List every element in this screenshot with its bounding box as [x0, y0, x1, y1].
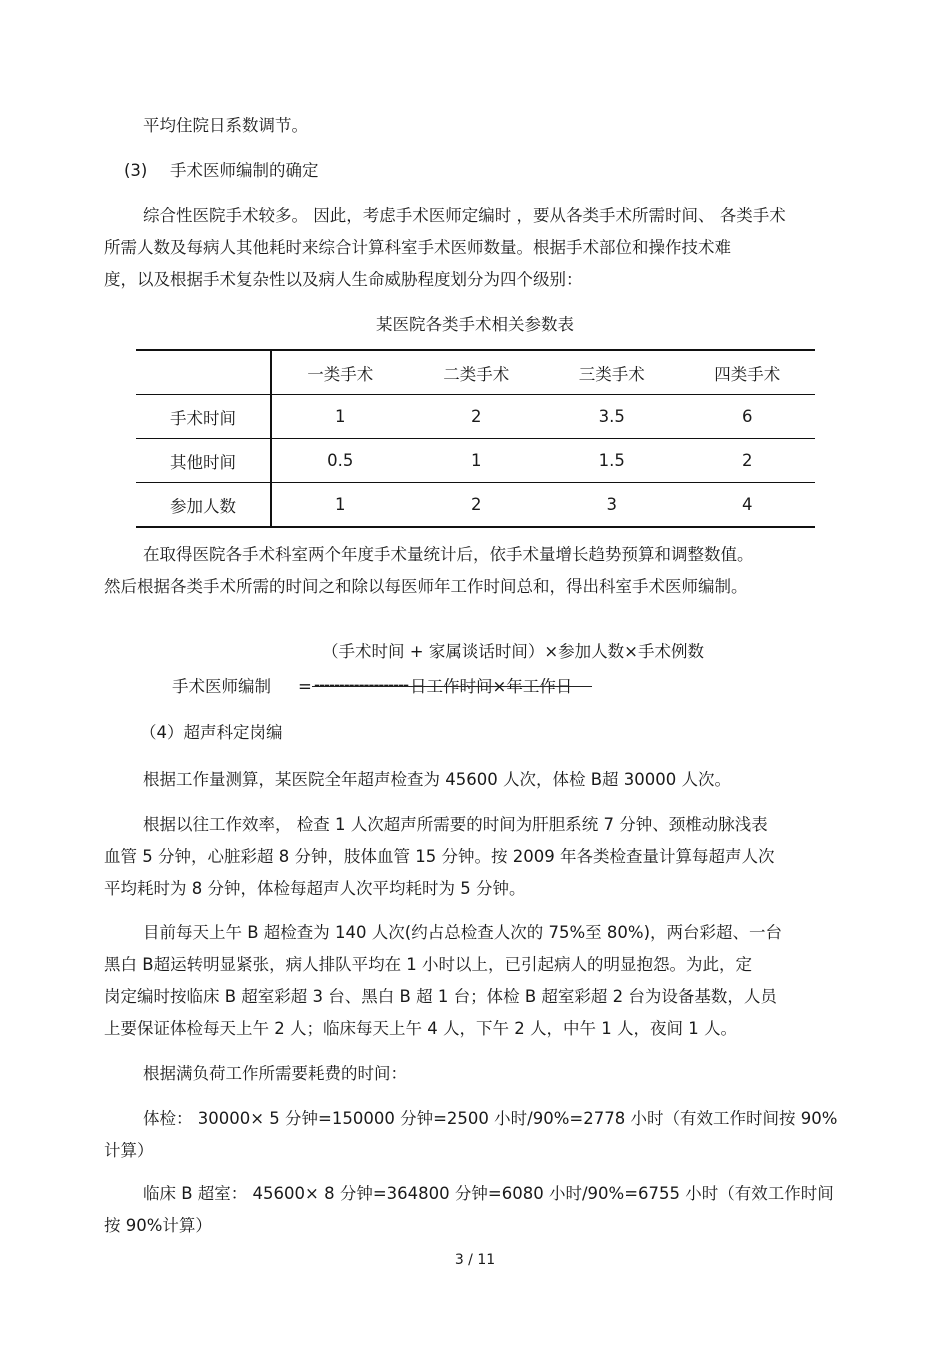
- table-row: [136, 395, 815, 439]
- paragraph-line: 上要保证体检每天上午 2 人；临床每天上午 4 人，下午 2 人，中午 1 人，夜间 1 人。: [104, 1019, 737, 1038]
- table-header-row: [136, 350, 815, 395]
- column-header: 一类手术: [307, 364, 374, 384]
- table-cell: 3: [606, 495, 617, 514]
- table-cell: 0.5: [327, 451, 354, 470]
- paragraph-line: 体检： 30000× 5 分钟=150000 分钟=2500 小时/90%=2778 小时（有效工作时间按 90%: [143, 1109, 838, 1128]
- table-row: [136, 483, 815, 528]
- formula-denominator: 日工作时间×年工作日: [410, 677, 573, 696]
- paragraph-line: 计算）: [104, 1141, 154, 1160]
- paragraph-line: 所需人数及每病人其他耗时来综合计算科室手术医师数量。根据手术部位和操作技术难: [104, 238, 731, 257]
- table-cell: 1: [335, 495, 346, 514]
- section-heading: 手术医师编制的确定: [170, 161, 319, 180]
- paragraph-line: 按 90%计算）: [104, 1216, 212, 1235]
- paragraph-line: 根据满负荷工作所需要耗费的时间：: [143, 1064, 407, 1083]
- section-heading: （4）超声科定岗编: [140, 723, 283, 742]
- column-header: 三类手术: [578, 364, 645, 384]
- table-cell: 1.5: [598, 451, 625, 470]
- formula-dashes: -------------------: [314, 675, 409, 694]
- paragraph-line: 然后根据各类手术所需的时间之和除以每医师年工作时间总和，得出科室手术医师编制。: [104, 577, 748, 596]
- table-title: 某医院各类手术相关参数表: [376, 315, 574, 334]
- table-cell: 1: [335, 407, 346, 426]
- paragraph-line: 根据工作量测算，某医院全年超声检查为 45600 人次，体检 B超 30000 人次。: [143, 770, 732, 789]
- paragraph-line: 综合性医院手术较多。 因此，考虑手术医师定编时 ，要从各类手术所需时间、 各类手术: [143, 206, 786, 225]
- table-cell: 4: [742, 495, 753, 514]
- row-header: 参加人数: [136, 483, 271, 528]
- paragraph-line: 平均住院日系数调节。: [143, 116, 308, 135]
- paragraph-line: 临床 B 超室： 45600× 8 分钟=364800 分钟=6080 小时/90%=6755 小时（有效工作时间: [143, 1184, 834, 1203]
- paragraph-line: 根据以往工作效率， 检查 1 人次超声所需要的时间为肝胆系统 7 分钟、颈椎动脉浅表: [143, 815, 768, 834]
- table-cell: 3.5: [598, 407, 625, 426]
- paragraph-line: 度，以及根据手术复杂性以及病人生命威胁程度划分为四个级别：: [104, 270, 583, 289]
- table-row: [136, 439, 815, 483]
- surgery-params-table: [136, 349, 815, 528]
- section-number: (3): [124, 161, 148, 180]
- fraction-bar: [312, 686, 592, 687]
- table-cell: 2: [471, 495, 482, 514]
- formula-label: 手术医师编制: [172, 677, 271, 696]
- paragraph-line: 黑白 B超运转明显紧张，病人排队平均在 1 小时以上，已引起病人的明显抱怨。为此，定: [104, 955, 753, 974]
- row-header: 手术时间: [136, 395, 271, 439]
- paragraph-line: 目前每天上午 B 超检查为 140 人次(约占总检查人次的 75%至 80%)，两台彩超、一台: [143, 923, 783, 942]
- row-header: 其他时间: [136, 439, 271, 483]
- page-number: 3 / 11: [454, 1252, 496, 1268]
- table-cell: 6: [742, 407, 753, 426]
- paragraph-line: 在取得医院各手术科室两个年度手术量统计后，依手术量增长趋势预算和调整数值。: [143, 545, 754, 564]
- formula-equals: =: [298, 677, 312, 696]
- table-corner-cell: [136, 350, 271, 395]
- column-header: 四类手术: [714, 364, 781, 384]
- paragraph-line: 岗定编时按临床 B 超室彩超 3 台、黑白 B 超 1 台；体检 B 超室彩超 2 台为设备基数，人员: [104, 987, 777, 1006]
- paragraph-line: 血管 5 分钟，心脏彩超 8 分钟，肢体血管 15 分钟。按 2009 年各类检查量计算每超声人次: [104, 847, 775, 866]
- paragraph-line: 平均耗时为 8 分钟，体检每超声人次平均耗时为 5 分钟。: [104, 879, 526, 898]
- table-cell: 2: [471, 407, 482, 426]
- table-cell: 1: [471, 451, 482, 470]
- table-cell: 2: [742, 451, 753, 470]
- formula-numerator: （手术时间 + 家属谈话时间）×参加人数×手术例数: [322, 642, 704, 661]
- column-header: 二类手术: [443, 364, 510, 384]
